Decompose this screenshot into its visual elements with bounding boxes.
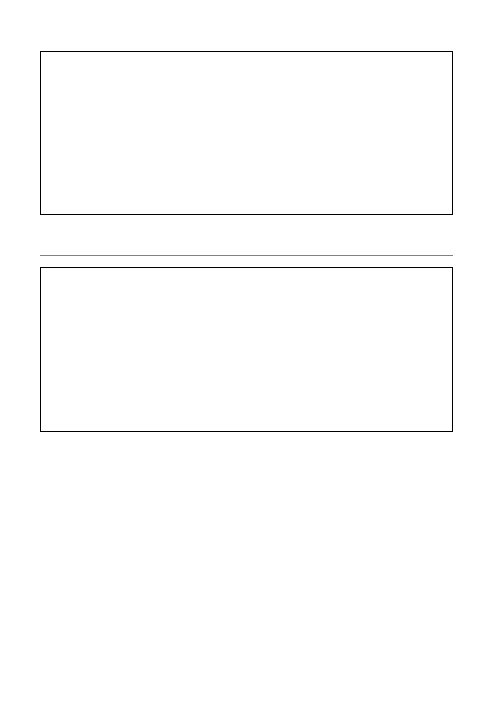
chart-average-normal [0,0,491,260]
chart-departures [0,255,491,465]
plot-frame-bottom [41,268,453,432]
plot-frame-top [41,52,453,215]
